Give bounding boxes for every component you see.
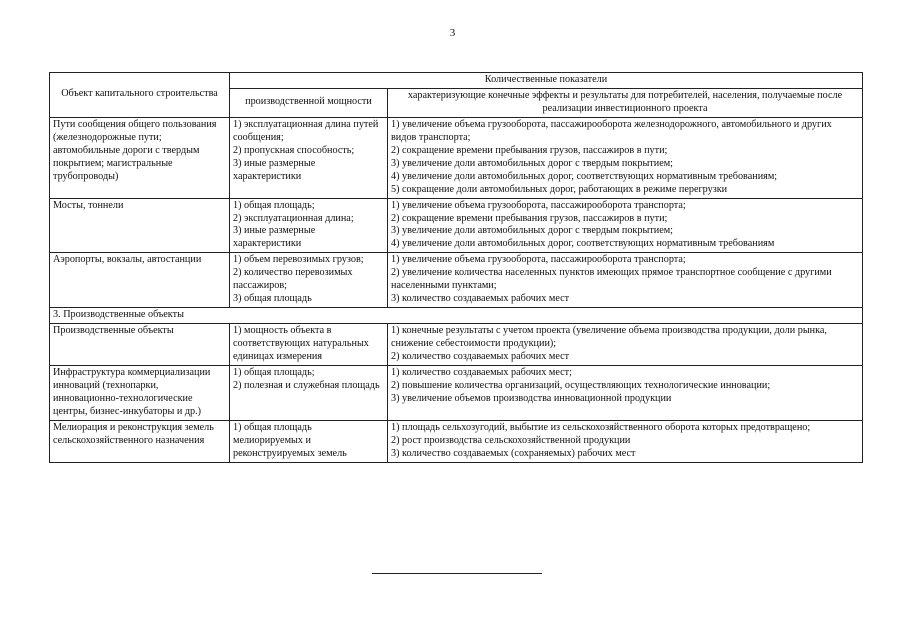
effects-cell xyxy=(388,324,863,366)
object-cell: Мелиорация и реконструкция земель сельскохозяйственного назначения xyxy=(50,420,230,462)
effects-list xyxy=(391,254,859,306)
effects-item: 2) рост производства сельскохозяйственной продукции xyxy=(391,434,631,446)
table-row xyxy=(50,253,863,308)
object-cell: Мосты, тоннели xyxy=(50,198,230,253)
effects-item: 3) увеличение объемов производства инновационной продукции xyxy=(391,392,672,404)
capacity-cell xyxy=(230,324,388,366)
effects-item: 1) увеличение объема грузооборота, пассажирооборота транспорта; xyxy=(391,254,686,266)
effects-item: 3) количество создаваемых рабочих мест xyxy=(391,293,570,305)
capacity-item: 1) общая площадь; xyxy=(233,199,315,211)
table-row xyxy=(50,117,863,198)
effects-item: 1) увеличение объема грузооборота, пассажирооборота транспорта; xyxy=(391,199,686,211)
object-cell: Инфраструктура коммерциализации инноваций (технопарки, инновационно-технологические центры, бизнес-инкубаторы и др.) xyxy=(50,366,230,421)
effects-item: 2) увеличение количества населенных пунктов имеющих прямое транспортное сообщение с другими населенными пунктами; xyxy=(391,267,832,292)
header-capacity: производственной мощности xyxy=(230,88,388,117)
capacity-list xyxy=(233,422,384,461)
page-number: 3 xyxy=(449,27,456,39)
capacity-item: 2) количество перевозимых пассажиров; xyxy=(233,267,353,292)
effects-list xyxy=(391,325,859,364)
effects-list xyxy=(391,422,859,461)
section-row xyxy=(50,308,863,324)
table-row xyxy=(50,420,863,462)
capacity-list xyxy=(233,254,384,306)
effects-item: 1) площадь сельхозугодий, выбытие из сельскохозяйственного оборота которых предотвращено; xyxy=(391,421,811,433)
table-body-production xyxy=(50,324,863,463)
effects-item: 4) увеличение доли автомобильных дорог, соответствующих нормативным требованиям xyxy=(391,238,775,250)
capacity-cell xyxy=(230,117,388,198)
capacity-cell xyxy=(230,198,388,253)
effects-item: 1) конечные результаты с учетом проекта (увеличение объема производства продукции, доли рынка, снижение себестоимости продукции); xyxy=(391,325,827,350)
effects-item: 3) увеличение доли автомобильных дорог с твердым покрытием; xyxy=(391,225,674,237)
effects-item: 3) количество создаваемых (сохраняемых) рабочих мест xyxy=(391,447,636,459)
capacity-list xyxy=(233,119,384,184)
capital-construction-table xyxy=(49,72,863,463)
capacity-item: 1) эксплуатационная длина путей сообщения; xyxy=(233,118,379,143)
capacity-item: 3) общая площадь xyxy=(233,293,312,305)
object-cell: Пути сообщения общего пользования (железнодорожные пути; автомобильные дороги с твердым покрытием; магистральные трубопроводы) xyxy=(50,117,230,198)
effects-cell xyxy=(388,366,863,421)
effects-cell xyxy=(388,117,863,198)
effects-list xyxy=(391,119,859,197)
effects-list xyxy=(391,200,859,252)
header-effects: характеризующие конечные эффекты и результаты для потребителей, населения, получаемые после реализации инвестиционного проекта xyxy=(388,88,863,117)
header-object: Объект капитального строительства xyxy=(50,73,230,118)
table-row xyxy=(50,198,863,253)
effects-cell xyxy=(388,198,863,253)
capacity-item: 2) эксплуатационная длина; xyxy=(233,212,354,224)
capacity-list xyxy=(233,367,384,393)
capacity-item: 1) мощность объекта в соответствующих натуральных единицах измерения xyxy=(233,325,369,363)
capacity-item: 1) общая площадь; xyxy=(233,367,315,379)
capacity-list xyxy=(233,200,384,252)
capacity-cell xyxy=(230,253,388,308)
capacity-item: 1) объем перевозимых грузов; xyxy=(233,254,364,266)
effects-item: 4) увеличение доли автомобильных дорог, соответствующих нормативным требованиям; xyxy=(391,170,778,182)
table-body-transport xyxy=(50,117,863,307)
effects-item: 3) увеличение доли автомобильных дорог с твердым покрытием; xyxy=(391,157,674,169)
table-row xyxy=(50,324,863,366)
capacity-item: 1) общая площадь мелиорируемых и реконструируемых земель xyxy=(233,421,347,459)
effects-item: 1) увеличение объема грузооборота, пассажирооборота железнодорожного, автомобильного и других видов транспорта; xyxy=(391,118,832,143)
object-cell: Аэропорты, вокзалы, автостанции xyxy=(50,253,230,308)
capacity-cell xyxy=(230,420,388,462)
section-title: 3. Производственные объекты xyxy=(50,308,863,324)
effects-list xyxy=(391,367,859,406)
effects-item: 2) количество создаваемых рабочих мест xyxy=(391,351,570,363)
effects-item: 1) количество создаваемых рабочих мест; xyxy=(391,367,572,379)
effects-item: 2) сокращение времени пребывания грузов, пассажиров в пути; xyxy=(391,212,668,224)
effects-item: 2) сокращение времени пребывания грузов, пассажиров в пути; xyxy=(391,144,668,156)
table-row xyxy=(50,366,863,421)
capacity-item: 2) полезная и служебная площадь xyxy=(233,379,380,391)
effects-item: 5) сокращение доли автомобильных дорог, работающих в режиме перегрузки xyxy=(391,183,728,195)
capacity-item: 3) иные размерные характеристики xyxy=(233,157,316,182)
footer-divider xyxy=(372,573,542,574)
effects-cell xyxy=(388,253,863,308)
capacity-item: 2) пропускная способность; xyxy=(233,144,355,156)
object-cell: Производственные объекты xyxy=(50,324,230,366)
effects-item: 2) повышение количества организаций, осуществляющих технологические инновации; xyxy=(391,379,771,391)
header-quantitative: Количественные показатели xyxy=(230,73,863,89)
capacity-cell xyxy=(230,366,388,421)
effects-cell xyxy=(388,420,863,462)
capacity-item: 3) иные размерные характеристики xyxy=(233,225,316,250)
capacity-list xyxy=(233,325,384,364)
